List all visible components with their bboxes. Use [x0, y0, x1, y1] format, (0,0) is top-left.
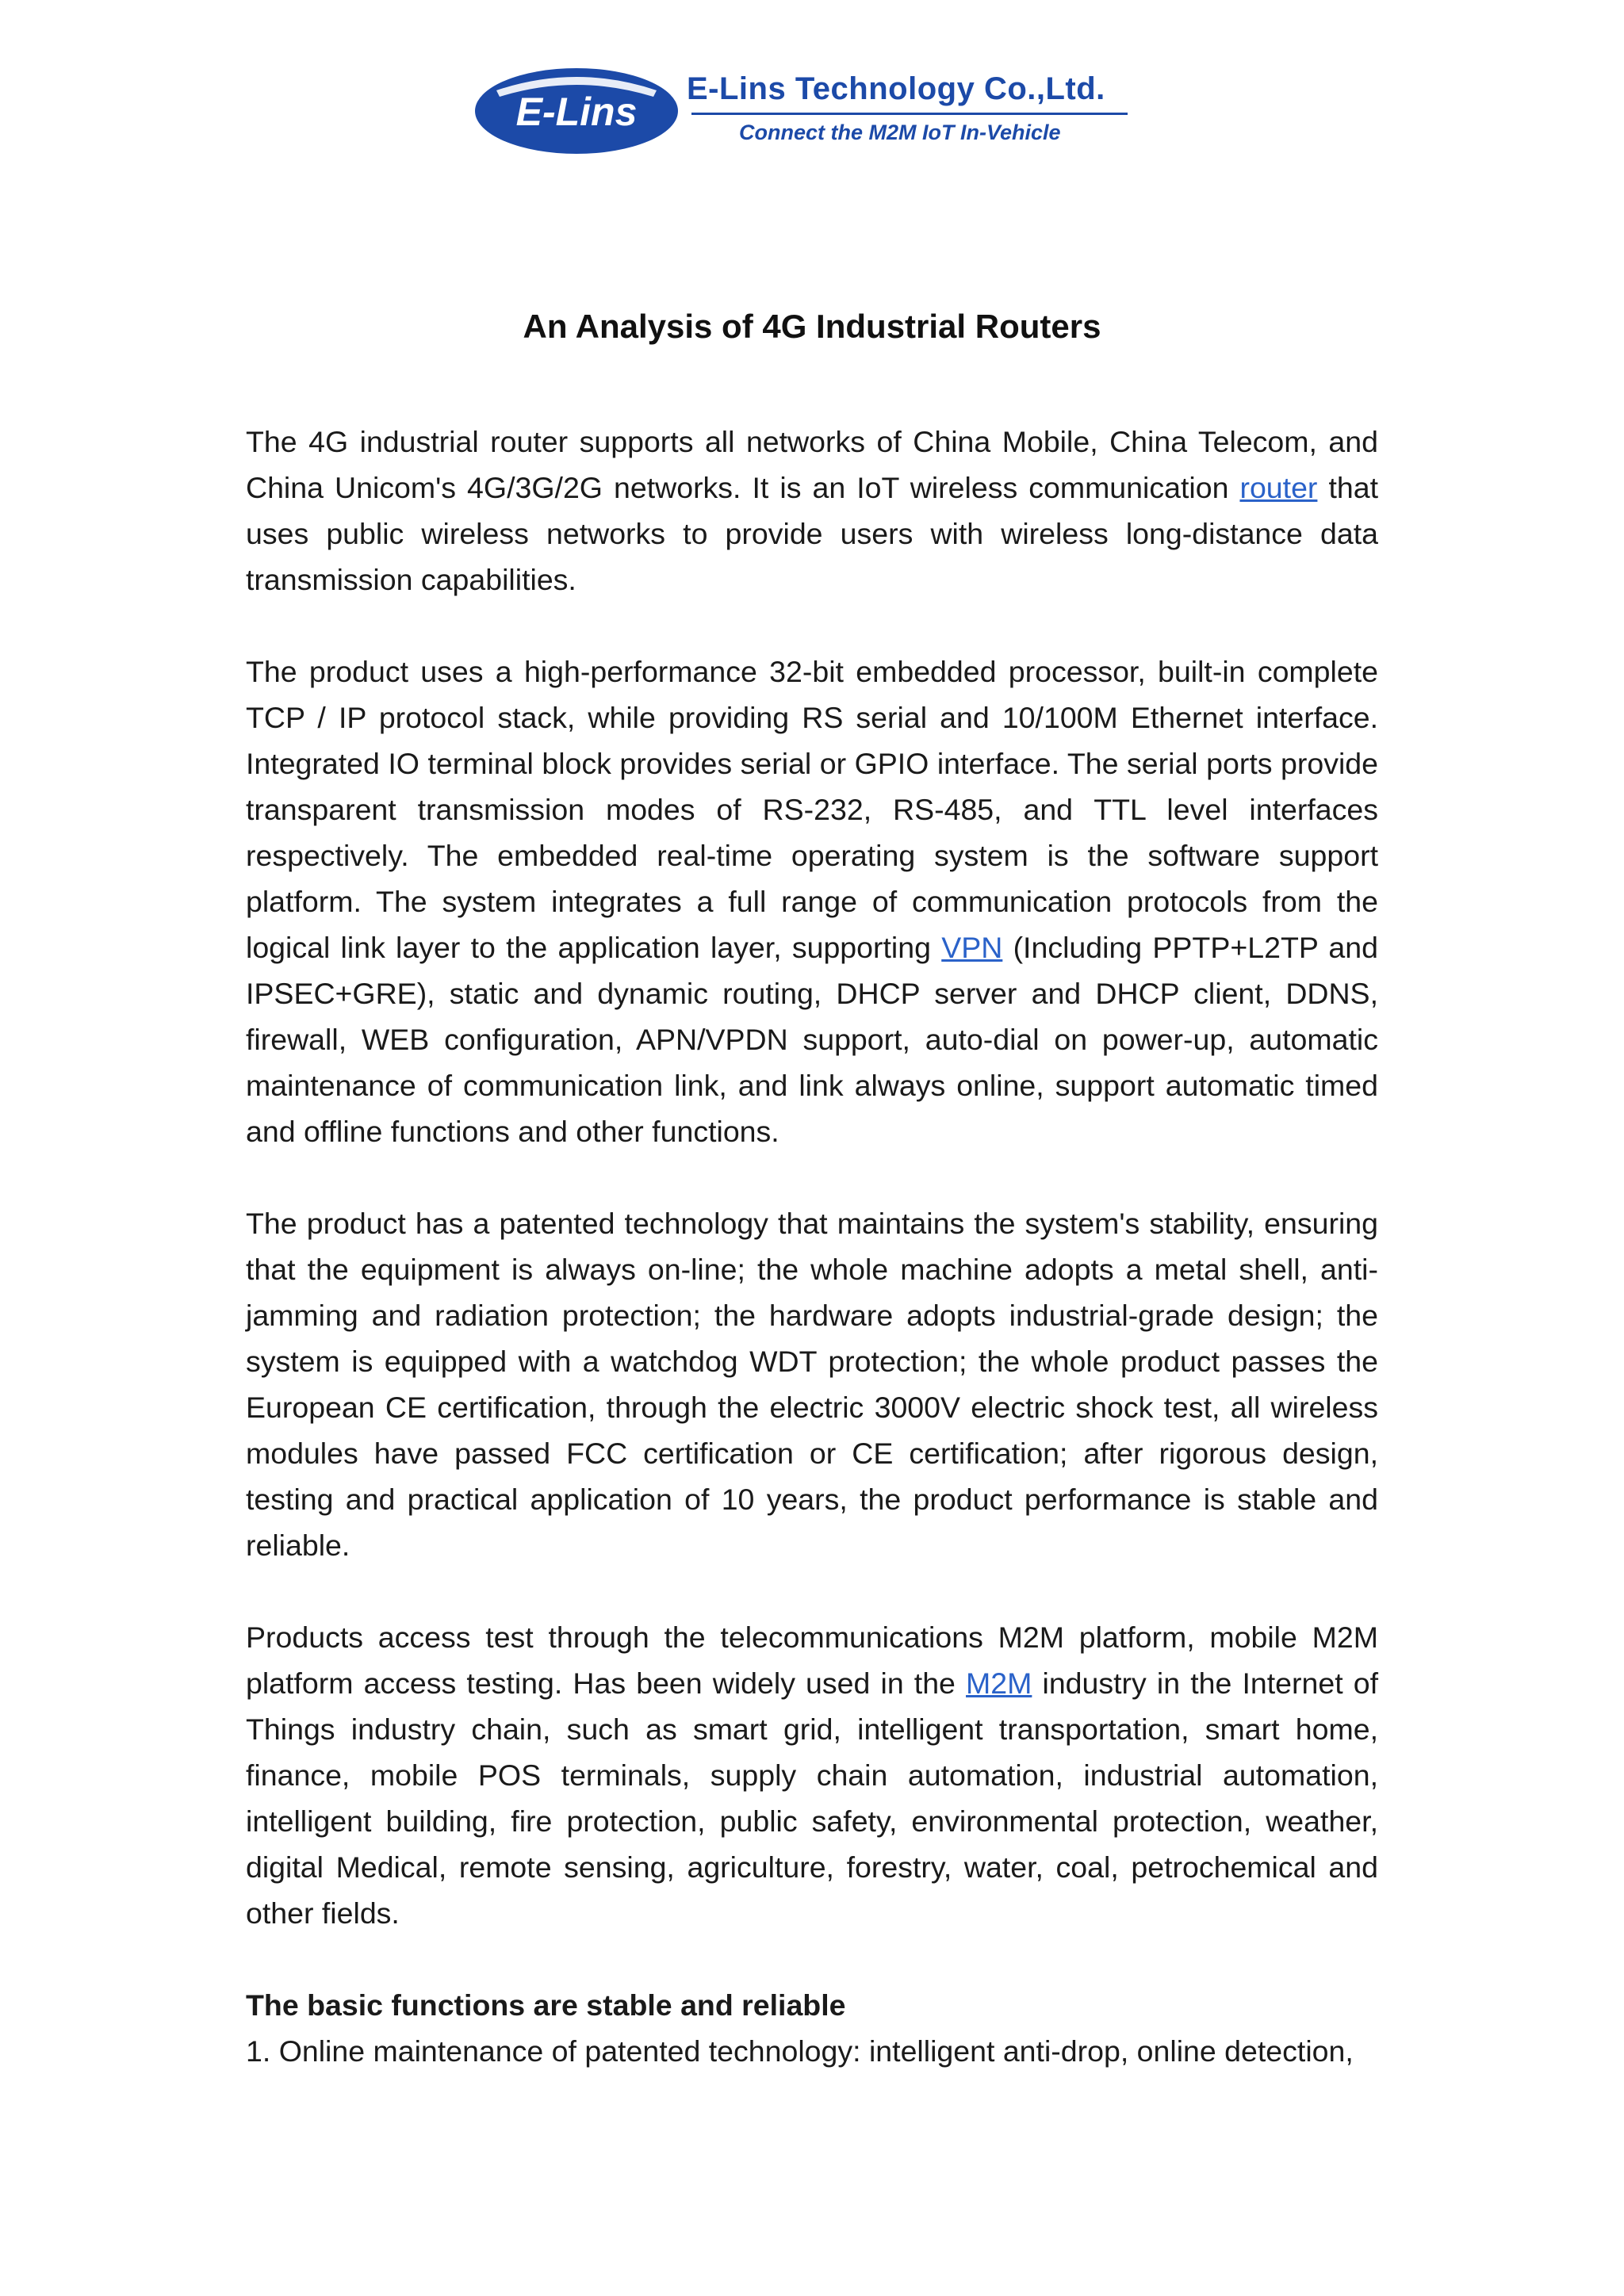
document-title: An Analysis of 4G Industrial Routers: [523, 308, 1101, 345]
router-link[interactable]: router: [1239, 471, 1318, 504]
e-lins-logo-icon: [473, 62, 680, 159]
section-heading: The basic functions are stable and reliable: [246, 1988, 846, 2022]
paragraph-applications: Products access test through the telecommunications M2M platform, mobile M2M platform access testing. Has been widely used in the M2M industry in the Internet of Things industry chain, such as smart grid, intelligent transportation, smart home, finance, mobile POS terminals, supply chain automation, industrial automation, intelligent building, fire protection, public safety, environmental protection, weather, digital Medical, remote sensing, agriculture, forestry, water, coal, petrochemical and other fields.: [246, 1621, 1378, 1930]
document-body: [246, 419, 1378, 2074]
paragraph-features: The product uses a high-performance 32-bit embedded processor, built-in complete TCP / IP protocol stack, while providing RS serial and 10/100M Ethernet interface. Integrated IO terminal block provides serial or GPIO interface. The serial ports provide transparent transmission modes of RS-232, RS-485, and TTL level interfaces respectively. The embedded real-time operating system is the software support platform. The system integrates a full range of communication protocols from the logical link layer to the application layer, supporting VPN (Including PPTP+L2TP and IPSEC+GRE), static and dynamic routing, DHCP server and DHCP client, DDNS, firewall, WEB configuration, APN/VPDN support, auto-dial on power-up, automatic maintenance of communication link, and link always online, support automatic timed and offline functions and other functions.: [246, 655, 1378, 1148]
logo-divider: [691, 113, 1128, 115]
svg-text:E-Lins: E-Lins: [515, 90, 638, 134]
list-item: 1. Online maintenance of patented technology: intelligent anti-drop, online detection,: [246, 2034, 1354, 2068]
vpn-link[interactable]: VPN: [941, 931, 1003, 964]
paragraph-intro: The 4G industrial router supports all networks of China Mobile, China Telecom, and China Unicom's 4G/3G/2G networks. It is an IoT wireless communication router that uses public wireless networks to provide users with wireless long-distance data transmission capabilities.: [246, 425, 1379, 596]
company-logo: [473, 62, 1136, 159]
paragraph-reliability: The product has a patented technology that maintains the system's stability, ensuring that the equipment is always on-line; the whole machine adopts a metal shell, anti-jamming and radiation protection; the hardware adopts industrial-grade design; the system is equipped with a watchdog WDT protection; the whole product passes the European CE certification, through the electric 3000V electric shock test, all wireless modules have passed FCC certification or CE certification; after rigorous design, testing and practical application of 10 years, the product performance is stable and reliable.: [246, 1207, 1378, 1562]
logo-company-name: E-Lins Technology Co.,Ltd.: [687, 71, 1105, 106]
logo-tagline: Connect the M2M IoT In-Vehicle: [739, 121, 1061, 144]
m2m-link[interactable]: M2M: [966, 1667, 1032, 1700]
